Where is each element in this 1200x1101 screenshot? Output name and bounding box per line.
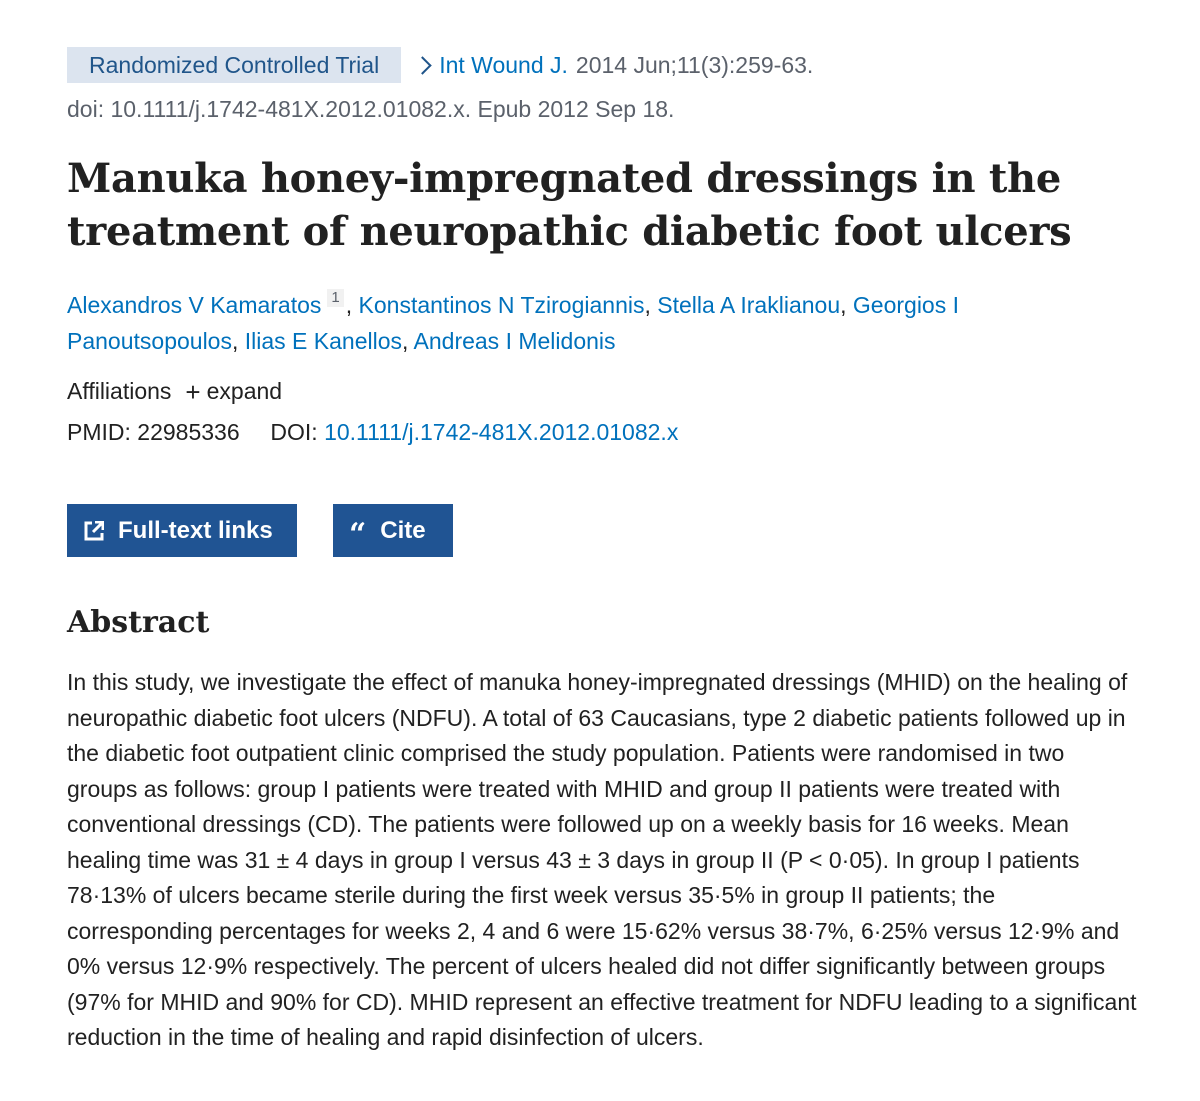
author-list: Alexandros V Kamaratos 1 , Konstantinos N Tzirogiannis, Stella A Iraklianou, Georgios I Panoutsopoulos, Ilias E Kanellos, Andreas I Melidonis — [67, 289, 959, 354]
author-link[interactable]: Konstantinos N Tzirogiannis — [358, 292, 645, 318]
full-text-links-button[interactable] — [67, 504, 297, 557]
publication-info-line — [67, 47, 813, 83]
author-link[interactable]: Georgios I Panoutsopoulos — [67, 292, 959, 354]
cite-label: Cite — [380, 516, 426, 544]
external-link-icon — [84, 521, 104, 541]
affiliation-ref[interactable]: 1 — [327, 289, 343, 307]
author-link[interactable]: Alexandros V Kamaratos — [67, 292, 322, 318]
doi-link[interactable]: 10.1111/j.1742-481X.2012.01082.x — [324, 419, 679, 445]
author-link[interactable]: Stella A Iraklianou — [657, 292, 841, 318]
plus-icon[interactable]: + — [185, 376, 201, 407]
pmid-label: PMID: — [67, 419, 131, 445]
affiliations-label: Affiliations — [67, 378, 172, 404]
author-link[interactable]: Andreas I Melidonis — [413, 328, 616, 354]
expand-toggle[interactable]: expand — [206, 378, 283, 404]
cite-button[interactable] — [333, 504, 453, 557]
journal-link[interactable]: Int Wound J. — [439, 51, 568, 78]
abstract-heading: Abstract — [67, 605, 210, 640]
pmid-value: 22985336 — [137, 419, 240, 445]
identifiers-row — [67, 419, 678, 446]
author-link[interactable]: Ilias E Kanellos — [244, 328, 402, 354]
doi-epub-line: doi: 10.1111/j.1742-481X.2012.01082.x. Epub 2012 Sep 18. — [67, 96, 675, 122]
publication-type-badge: Randomized Controlled Trial — [67, 47, 401, 83]
article-title: Manuka honey-impregnated dressings in the treatment of neuropathic diabetic foot ulcers — [67, 155, 1072, 255]
abstract-text: In this study, we investigate the effect of manuka honey-impregnated dressings (MHID) on the healing of neuropathic diabetic foot ulcers (NDFU). A total of 63 Caucasians, type 2 diabetic patients followed up in the diabetic foot outpatient clinic comprised the study population. Patients were randomised in two groups as follows: group I patients were treated with MHID and group II patients were treated with conventional dressings (CD). The patients were followed up on a weekly basis for 16 weeks. Mean healing time was 31 ± 4 days in group I versus 43 ± 3 days in group II (P < 0·05). In group I patients 78·13% of ulcers became sterile during the first week versus 35·5% in group II patients; the corresponding percentages for weeks 2, 4 and 6 were 15·62% versus 38·7%, 6·25% versus 12·9% and 0% versus 12·9% respectively. The percent of ulcers healed did not differ significantly between groups (97% for MHID and 90% for CD). MHID represent an effective treatment for NDFU leading to a significant reduction in the time of healing and rapid disinfection of ulcers. — [67, 669, 1137, 1050]
citation-details: 2014 Jun;11(3):259-63. — [575, 51, 814, 78]
chevron-right-icon[interactable] — [414, 56, 432, 74]
doi-label: DOI: — [270, 419, 318, 445]
quote-icon: “ — [349, 516, 367, 552]
affiliations-row — [67, 378, 282, 405]
full-text-links-label: Full-text links — [118, 516, 273, 544]
